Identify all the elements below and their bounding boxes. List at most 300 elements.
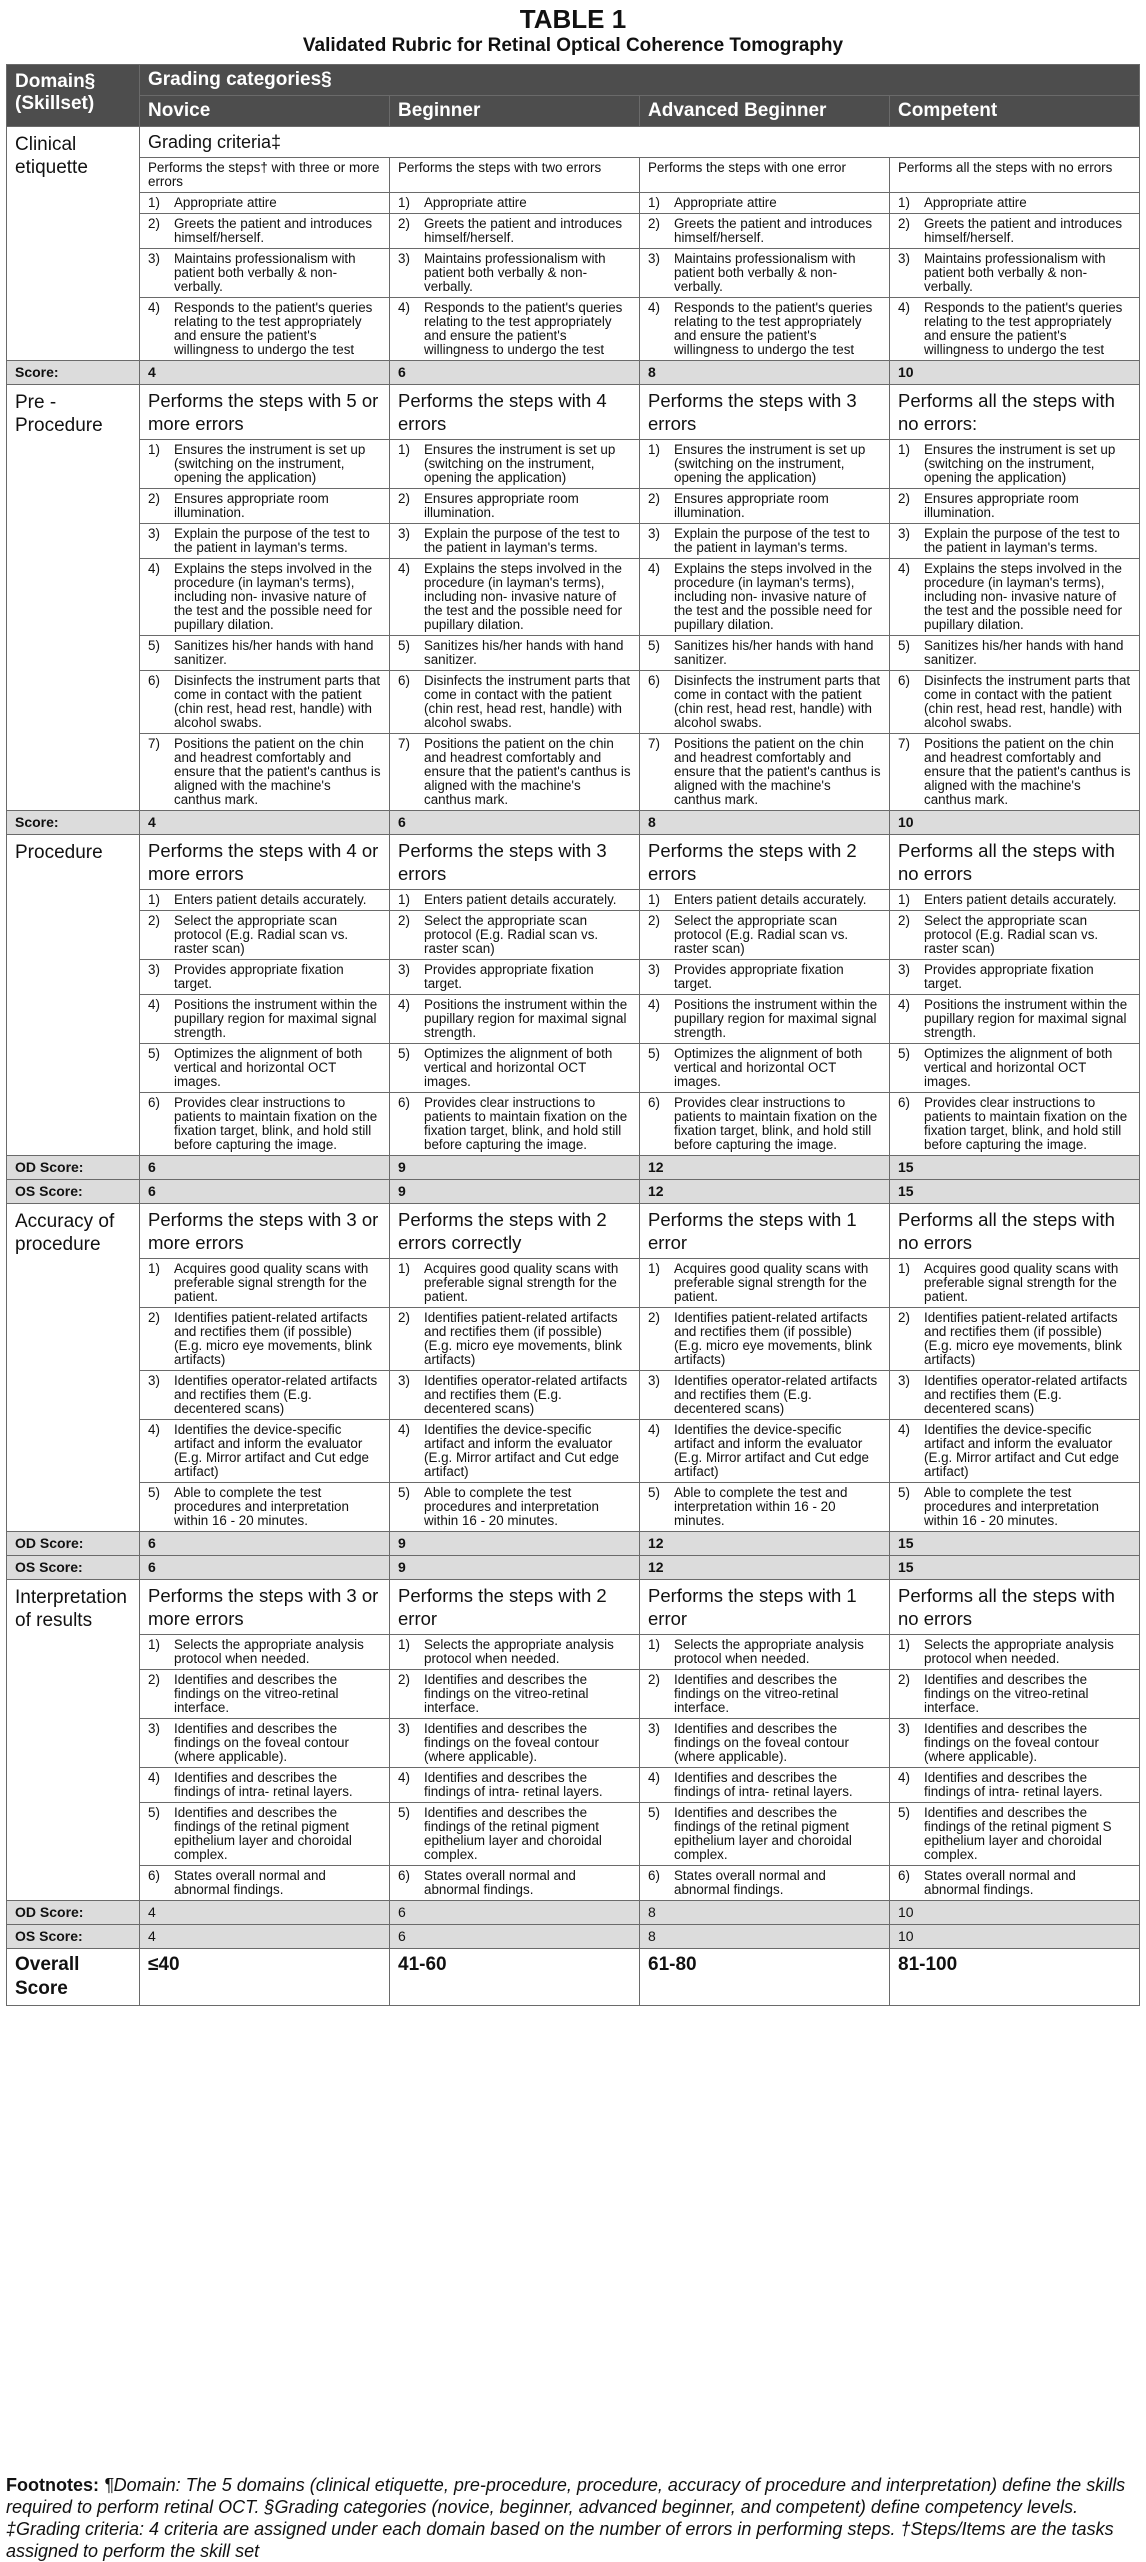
- step-item: [390, 1093, 640, 1156]
- step-text: Identifies operator-related artifacts and rectifies them (E.g. decentered scans): [424, 1373, 628, 1416]
- step-item: [140, 1866, 390, 1901]
- step-text: Acquires good quality scans with preferable signal strength for the patient.: [174, 1261, 369, 1304]
- step-number: 2): [398, 1672, 410, 1687]
- grading-categories-header: Grading categories§: [140, 65, 1140, 96]
- step-text: Enters patient details accurately.: [674, 892, 867, 907]
- score-value: 15: [890, 1556, 1140, 1580]
- criterion-summary: Performs the steps with 3 errors: [640, 385, 890, 440]
- item-row: [7, 1483, 1140, 1532]
- step-text: Greets the patient and introduces himself/herself.: [174, 216, 373, 245]
- step-item: [140, 249, 390, 298]
- step-text: States overall normal and abnormal findings.: [924, 1868, 1076, 1897]
- step-item: [390, 1371, 640, 1420]
- step-text: Positions the instrument within the pupillary region for maximal signal strength.: [924, 997, 1128, 1040]
- step-text: Identifies and describes the findings of intra- retinal layers.: [174, 1770, 353, 1799]
- step-number: 4): [648, 561, 660, 576]
- step-item: [890, 559, 1140, 636]
- rubric-table: [6, 64, 1140, 2006]
- step-text: Identifies and describes the findings of intra- retinal layers.: [924, 1770, 1103, 1799]
- score-value: 10: [890, 1901, 1140, 1925]
- step-item: [390, 911, 640, 960]
- step-number: 2): [648, 216, 660, 231]
- step-text: Ensures the instrument is set up (switching on the instrument, opening the application): [674, 442, 866, 485]
- step-text: Identifies the device-specific artifact and inform the evaluator (E.g. Mirror artifact and Cut edge artifact): [674, 1422, 869, 1479]
- step-item: [140, 440, 390, 489]
- step-number: 2): [898, 1672, 910, 1687]
- step-item: [640, 734, 890, 811]
- step-number: 3): [898, 1373, 910, 1388]
- domain-cell: Clinical etiquette: [7, 127, 140, 361]
- step-text: Able to complete the test procedures and interpretation within 16 - 20 minutes.: [424, 1485, 599, 1528]
- step-text: States overall normal and abnormal findings.: [424, 1868, 576, 1897]
- score-value: 4: [140, 1925, 390, 1949]
- criterion-summary: Performs the steps with 5 or more errors: [140, 385, 390, 440]
- item-row: [7, 1635, 1140, 1670]
- step-text: Explains the steps involved in the procedure (in layman's terms), including non- invasive nature of the test and the possible need for pupillary dilation.: [174, 561, 373, 632]
- step-item: [640, 249, 890, 298]
- step-number: 2): [898, 913, 910, 928]
- step-text: Identifies and describes the findings on the foveal contour (where applicable).: [674, 1721, 849, 1764]
- step-text: Identifies and describes the findings on the vitreo-retinal interface.: [424, 1672, 589, 1715]
- score-value: 6: [390, 1901, 640, 1925]
- step-item: [640, 489, 890, 524]
- step-text: Selects the appropriate analysis protocol when needed.: [174, 1637, 364, 1666]
- item-row: [7, 671, 1140, 734]
- step-text: Provides appropriate fixation target.: [424, 962, 594, 991]
- step-number: 1): [648, 442, 660, 457]
- score-value: 4: [140, 361, 390, 385]
- score-value: 4: [140, 1901, 390, 1925]
- step-number: 6): [648, 673, 660, 688]
- step-item: [390, 1420, 640, 1483]
- step-item: [390, 734, 640, 811]
- item-row: [7, 489, 1140, 524]
- level-header-beginner: Beginner: [390, 96, 640, 127]
- step-item: [140, 734, 390, 811]
- item-row: [7, 193, 1140, 214]
- score-row: [7, 1901, 1140, 1925]
- criterion-summary: Performs the steps with 1 error: [640, 1204, 890, 1259]
- step-number: 4): [898, 561, 910, 576]
- step-number: 4): [648, 1422, 660, 1437]
- step-number: 5): [898, 1046, 910, 1061]
- step-number: 6): [898, 1868, 910, 1883]
- criterion-summary: Performs all the steps with no errors:: [890, 385, 1140, 440]
- section-row: [7, 1580, 1140, 1635]
- criterion-summary: Performs the steps with 3 or more errors: [140, 1204, 390, 1259]
- step-item: [140, 911, 390, 960]
- step-text: Disinfects the instrument parts that come in contact with the patient (chin rest, head rest, handle) with alcohol swabs.: [174, 673, 381, 730]
- step-item: [140, 960, 390, 995]
- footnotes-label: Footnotes:: [6, 2475, 99, 2495]
- step-number: 4): [898, 1422, 910, 1437]
- score-value: 8: [640, 811, 890, 835]
- step-text: Responds to the patient's queries relating to the test appropriately and ensure the patient's willingness to undergo the test: [174, 300, 373, 357]
- item-row: [7, 249, 1140, 298]
- score-row: [7, 361, 1140, 385]
- step-text: Responds to the patient's queries relating to the test appropriately and ensure the patient's willingness to undergo the test: [924, 300, 1123, 357]
- step-item: [140, 1768, 390, 1803]
- step-item: [890, 1719, 1140, 1768]
- step-number: 4): [148, 1770, 160, 1785]
- step-text: Identifies the device-specific artifact and inform the evaluator (E.g. Mirror artifact and Cut edge artifact): [424, 1422, 619, 1479]
- step-number: 1): [648, 1261, 660, 1276]
- step-item: [640, 1308, 890, 1371]
- step-number: 5): [648, 1805, 660, 1820]
- score-value: 9: [390, 1532, 640, 1556]
- step-item: [890, 1866, 1140, 1901]
- step-text: Select the appropriate scan protocol (E.g. Radial scan vs. raster scan): [424, 913, 599, 956]
- step-text: Maintains professionalism with patient both verbally & non-verbally.: [924, 251, 1106, 294]
- score-value: 9: [390, 1180, 640, 1204]
- step-number: 1): [648, 1637, 660, 1652]
- footnotes-text: ¶Domain: The 5 domains (clinical etiquette, pre-procedure, procedure, accuracy of procedure and interpretation) define the skills required to perform retinal OCT. §Grading categories (novice, beginner, advanced beginner, and competent) define competency levels. ‡Grading criteria: 4 criteria are assigned under each domain based on the number of errors in performing steps. †Steps/Items are the tasks assigned to perform the skill set: [6, 2475, 1126, 2561]
- step-text: Explain the purpose of the test to the patient in layman's terms.: [174, 526, 370, 555]
- summary-row: [7, 158, 1140, 193]
- step-item: [640, 890, 890, 911]
- step-text: Appropriate attire: [424, 195, 527, 210]
- step-number: 4): [398, 561, 410, 576]
- step-text: Able to complete the test and interpretation within 16 - 20 minutes.: [674, 1485, 848, 1528]
- score-value: 6: [390, 361, 640, 385]
- step-item: [890, 734, 1140, 811]
- step-item: [890, 214, 1140, 249]
- score-value: 10: [890, 811, 1140, 835]
- score-label: OS Score:: [7, 1180, 140, 1204]
- step-number: 6): [148, 1095, 160, 1110]
- step-item: [640, 1044, 890, 1093]
- step-text: Greets the patient and introduces himself/herself.: [924, 216, 1123, 245]
- step-number: 1): [398, 442, 410, 457]
- step-text: Able to complete the test procedures and interpretation within 16 - 20 minutes.: [174, 1485, 349, 1528]
- step-number: 3): [398, 251, 410, 266]
- step-text: Appropriate attire: [674, 195, 777, 210]
- overall-score-value: 41-60: [390, 1949, 640, 2006]
- step-number: 3): [648, 1373, 660, 1388]
- item-row: [7, 734, 1140, 811]
- step-item: [390, 1044, 640, 1093]
- step-number: 4): [148, 561, 160, 576]
- step-number: 1): [898, 195, 910, 210]
- step-number: 5): [148, 1805, 160, 1820]
- step-number: 2): [148, 216, 160, 231]
- step-item: [390, 524, 640, 559]
- step-number: 3): [648, 962, 660, 977]
- overall-score-row: [7, 1949, 1140, 2006]
- step-item: [890, 489, 1140, 524]
- domain-header: Domain§ (Skillset): [7, 65, 140, 127]
- step-number: 4): [648, 1770, 660, 1785]
- step-number: 2): [898, 216, 910, 231]
- step-text: Selects the appropriate analysis protocol when needed.: [424, 1637, 614, 1666]
- step-number: 2): [898, 1310, 910, 1325]
- criterion-summary: Performs all the steps with no errors: [890, 1204, 1140, 1259]
- criterion-summary: Performs the steps with 4 or more errors: [140, 835, 390, 890]
- criterion-summary: Performs the steps with two errors: [390, 158, 640, 193]
- step-number: 1): [898, 1261, 910, 1276]
- step-text: Positions the patient on the chin and headrest comfortably and ensure that the patient's canthus is aligned with the machine's canthus mark.: [924, 736, 1131, 807]
- step-text: Identifies the device-specific artifact and inform the evaluator (E.g. Mirror artifact and Cut edge artifact): [174, 1422, 369, 1479]
- step-number: 5): [398, 1046, 410, 1061]
- step-number: 2): [898, 491, 910, 506]
- step-item: [890, 1093, 1140, 1156]
- step-number: 2): [148, 1310, 160, 1325]
- step-text: Identifies the device-specific artifact and inform the evaluator (E.g. Mirror artifact and Cut edge artifact): [924, 1422, 1119, 1479]
- step-number: 2): [648, 1672, 660, 1687]
- step-text: Greets the patient and introduces himself/herself.: [674, 216, 873, 245]
- score-value: 9: [390, 1156, 640, 1180]
- step-number: 4): [398, 1770, 410, 1785]
- step-text: Identifies and describes the findings of the retinal pigment epithelium layer and choroidal complex.: [174, 1805, 352, 1862]
- step-number: 5): [898, 638, 910, 653]
- step-item: [390, 1803, 640, 1866]
- step-text: Responds to the patient's queries relating to the test appropriately and ensure the patient's willingness to undergo the test: [424, 300, 623, 357]
- overall-score-label: Overall Score: [7, 1949, 140, 2006]
- step-item: [140, 1308, 390, 1371]
- step-item: [390, 193, 640, 214]
- step-text: Provides appropriate fixation target.: [674, 962, 844, 991]
- step-number: 3): [898, 251, 910, 266]
- score-row: [7, 1556, 1140, 1580]
- step-item: [640, 911, 890, 960]
- step-item: [390, 1768, 640, 1803]
- step-text: Greets the patient and introduces himself/herself.: [424, 216, 623, 245]
- step-text: Maintains professionalism with patient both verbally & non-verbally.: [424, 251, 606, 294]
- step-item: [140, 1483, 390, 1532]
- grading-criteria-label: Grading criteria‡: [140, 127, 1140, 158]
- item-row: [7, 911, 1140, 960]
- item-row: [7, 1371, 1140, 1420]
- step-item: [890, 671, 1140, 734]
- step-text: Enters patient details accurately.: [174, 892, 367, 907]
- step-number: 3): [148, 962, 160, 977]
- step-text: Ensures the instrument is set up (switching on the instrument, opening the application): [924, 442, 1116, 485]
- step-number: 7): [148, 736, 160, 751]
- step-number: 2): [398, 216, 410, 231]
- step-item: [140, 995, 390, 1044]
- step-number: 4): [148, 300, 160, 315]
- step-text: Identifies patient-related artifacts and rectifies them (if possible) (E.g. micro eye movements, blink artifacts): [424, 1310, 622, 1367]
- step-item: [140, 1420, 390, 1483]
- criterion-summary: Performs the steps with 1 error: [640, 1580, 890, 1635]
- item-row: [7, 890, 1140, 911]
- step-text: Maintains professionalism with patient both verbally & non-verbally.: [674, 251, 856, 294]
- step-number: 5): [148, 1485, 160, 1500]
- step-item: [140, 1635, 390, 1670]
- step-text: Optimizes the alignment of both vertical and horizontal OCT images.: [424, 1046, 613, 1089]
- step-item: [640, 298, 890, 361]
- step-item: [640, 1483, 890, 1532]
- level-header-competent: Competent: [890, 96, 1140, 127]
- step-text: Sanitizes his/her hands with hand sanitizer.: [924, 638, 1124, 667]
- item-row: [7, 559, 1140, 636]
- step-text: States overall normal and abnormal findings.: [674, 1868, 826, 1897]
- item-row: [7, 995, 1140, 1044]
- item-row: [7, 636, 1140, 671]
- step-item: [140, 489, 390, 524]
- step-number: 6): [398, 1868, 410, 1883]
- step-text: Explain the purpose of the test to the patient in layman's terms.: [674, 526, 870, 555]
- step-item: [890, 636, 1140, 671]
- step-text: Identifies and describes the findings on the vitreo-retinal interface.: [924, 1672, 1089, 1715]
- step-item: [890, 298, 1140, 361]
- step-text: Sanitizes his/her hands with hand sanitizer.: [424, 638, 624, 667]
- step-text: Identifies and describes the findings on the vitreo-retinal interface.: [674, 1672, 839, 1715]
- step-number: 4): [398, 997, 410, 1012]
- step-number: 1): [148, 442, 160, 457]
- step-item: [890, 1635, 1140, 1670]
- step-item: [390, 559, 640, 636]
- step-item: [640, 1093, 890, 1156]
- step-item: [890, 995, 1140, 1044]
- step-number: 5): [648, 638, 660, 653]
- step-number: 3): [648, 251, 660, 266]
- step-number: 4): [898, 997, 910, 1012]
- score-value: 10: [890, 1925, 1140, 1949]
- step-item: [890, 1483, 1140, 1532]
- score-label: Score:: [7, 811, 140, 835]
- step-text: Identifies operator-related artifacts and rectifies them (E.g. decentered scans): [924, 1373, 1128, 1416]
- step-item: [640, 193, 890, 214]
- step-item: [890, 1768, 1140, 1803]
- table-label: TABLE 1: [519, 4, 627, 34]
- score-value: 12: [640, 1180, 890, 1204]
- section-row: [7, 835, 1140, 890]
- step-text: Explains the steps involved in the procedure (in layman's terms), including non- invasive nature of the test and the possible need for pupillary dilation.: [424, 561, 623, 632]
- step-number: 2): [398, 491, 410, 506]
- step-item: [890, 911, 1140, 960]
- step-number: 3): [648, 526, 660, 541]
- step-number: 1): [898, 1637, 910, 1652]
- step-number: 2): [648, 1310, 660, 1325]
- level-header-novice: Novice: [140, 96, 390, 127]
- step-text: Optimizes the alignment of both vertical and horizontal OCT images.: [174, 1046, 363, 1089]
- score-label: OD Score:: [7, 1156, 140, 1180]
- footnotes: [6, 2474, 1140, 2562]
- step-item: [890, 960, 1140, 995]
- item-row: [7, 214, 1140, 249]
- step-number: 5): [398, 1485, 410, 1500]
- step-item: [640, 1259, 890, 1308]
- item-row: [7, 1670, 1140, 1719]
- step-number: 2): [148, 913, 160, 928]
- step-number: 5): [148, 638, 160, 653]
- score-label: OD Score:: [7, 1532, 140, 1556]
- score-value: 15: [890, 1156, 1140, 1180]
- step-number: 4): [148, 997, 160, 1012]
- step-text: Ensures the instrument is set up (switching on the instrument, opening the application): [424, 442, 616, 485]
- step-number: 2): [648, 913, 660, 928]
- step-item: [140, 890, 390, 911]
- step-item: [890, 1259, 1140, 1308]
- step-text: Disinfects the instrument parts that come in contact with the patient (chin rest, head rest, handle) with alcohol swabs.: [924, 673, 1131, 730]
- step-text: Identifies and describes the findings on the foveal contour (where applicable).: [924, 1721, 1099, 1764]
- step-item: [640, 1635, 890, 1670]
- step-item: [140, 559, 390, 636]
- step-item: [890, 1670, 1140, 1719]
- step-item: [890, 249, 1140, 298]
- step-number: 2): [148, 1672, 160, 1687]
- score-label: OD Score:: [7, 1901, 140, 1925]
- step-number: 1): [148, 195, 160, 210]
- score-value: 4: [140, 811, 390, 835]
- step-text: Disinfects the instrument parts that come in contact with the patient (chin rest, head rest, handle) with alcohol swabs.: [424, 673, 631, 730]
- step-text: Ensures appropriate room illumination.: [174, 491, 329, 520]
- step-item: [390, 1483, 640, 1532]
- step-item: [140, 1371, 390, 1420]
- step-number: 2): [398, 1310, 410, 1325]
- score-value: 15: [890, 1532, 1140, 1556]
- step-number: 4): [648, 997, 660, 1012]
- step-text: Optimizes the alignment of both vertical and horizontal OCT images.: [924, 1046, 1113, 1089]
- step-number: 4): [398, 1422, 410, 1437]
- step-text: Positions the instrument within the pupillary region for maximal signal strength.: [674, 997, 878, 1040]
- step-item: [890, 440, 1140, 489]
- domain-cell: Procedure: [7, 835, 140, 1156]
- item-row: [7, 1308, 1140, 1371]
- item-row: [7, 1803, 1140, 1866]
- step-number: 6): [398, 1095, 410, 1110]
- step-item: [140, 1719, 390, 1768]
- step-number: 5): [398, 1805, 410, 1820]
- step-text: Identifies and describes the findings of the retinal pigment epithelium layer and choroidal complex.: [674, 1805, 852, 1862]
- step-number: 3): [898, 1721, 910, 1736]
- step-number: 4): [398, 300, 410, 315]
- domain-cell: Pre - Procedure: [7, 385, 140, 811]
- step-number: 3): [148, 526, 160, 541]
- step-text: Identifies and describes the findings of the retinal pigment S epithelium layer and choroidal complex.: [924, 1805, 1112, 1862]
- step-text: Ensures appropriate room illumination.: [674, 491, 829, 520]
- step-text: Able to complete the test procedures and interpretation within 16 - 20 minutes.: [924, 1485, 1099, 1528]
- score-value: 6: [140, 1556, 390, 1580]
- step-number: 3): [898, 962, 910, 977]
- level-header-advanced-beginner: Advanced Beginner: [640, 96, 890, 127]
- overall-score-value: ≤40: [140, 1949, 390, 2006]
- step-item: [890, 524, 1140, 559]
- step-number: 2): [398, 913, 410, 928]
- step-text: Ensures the instrument is set up (switching on the instrument, opening the application): [174, 442, 366, 485]
- step-text: Identifies patient-related artifacts and rectifies them (if possible) (E.g. micro eye movements, blink artifacts): [674, 1310, 872, 1367]
- score-value: 8: [640, 1901, 890, 1925]
- section-row: [7, 127, 1140, 158]
- item-row: [7, 1420, 1140, 1483]
- page-title: Validated Rubric for Retinal Optical Coherence Tomography: [302, 35, 844, 56]
- step-text: Acquires good quality scans with preferable signal strength for the patient.: [924, 1261, 1119, 1304]
- step-number: 1): [398, 1637, 410, 1652]
- step-text: Identifies patient-related artifacts and rectifies them (if possible) (E.g. micro eye movements, blink artifacts): [924, 1310, 1122, 1367]
- step-text: Identifies and describes the findings on the foveal contour (where applicable).: [424, 1721, 599, 1764]
- step-item: [140, 1670, 390, 1719]
- step-text: Explains the steps involved in the procedure (in layman's terms), including non- invasive nature of the test and the possible need for pupillary dilation.: [674, 561, 873, 632]
- step-number: 3): [398, 962, 410, 977]
- overall-score-value: 61-80: [640, 1949, 890, 2006]
- step-item: [640, 1803, 890, 1866]
- score-value: 6: [140, 1180, 390, 1204]
- score-row: [7, 1532, 1140, 1556]
- step-number: 6): [898, 673, 910, 688]
- step-text: Sanitizes his/her hands with hand sanitizer.: [174, 638, 374, 667]
- step-text: Identifies patient-related artifacts and rectifies them (if possible) (E.g. micro eye movements, blink artifacts): [174, 1310, 372, 1367]
- step-item: [390, 995, 640, 1044]
- step-text: Selects the appropriate analysis protocol when needed.: [674, 1637, 864, 1666]
- step-number: 1): [648, 195, 660, 210]
- step-item: [390, 1670, 640, 1719]
- score-value: 6: [390, 811, 640, 835]
- score-value: 6: [140, 1156, 390, 1180]
- step-number: 6): [148, 673, 160, 688]
- item-row: [7, 960, 1140, 995]
- step-number: 5): [398, 638, 410, 653]
